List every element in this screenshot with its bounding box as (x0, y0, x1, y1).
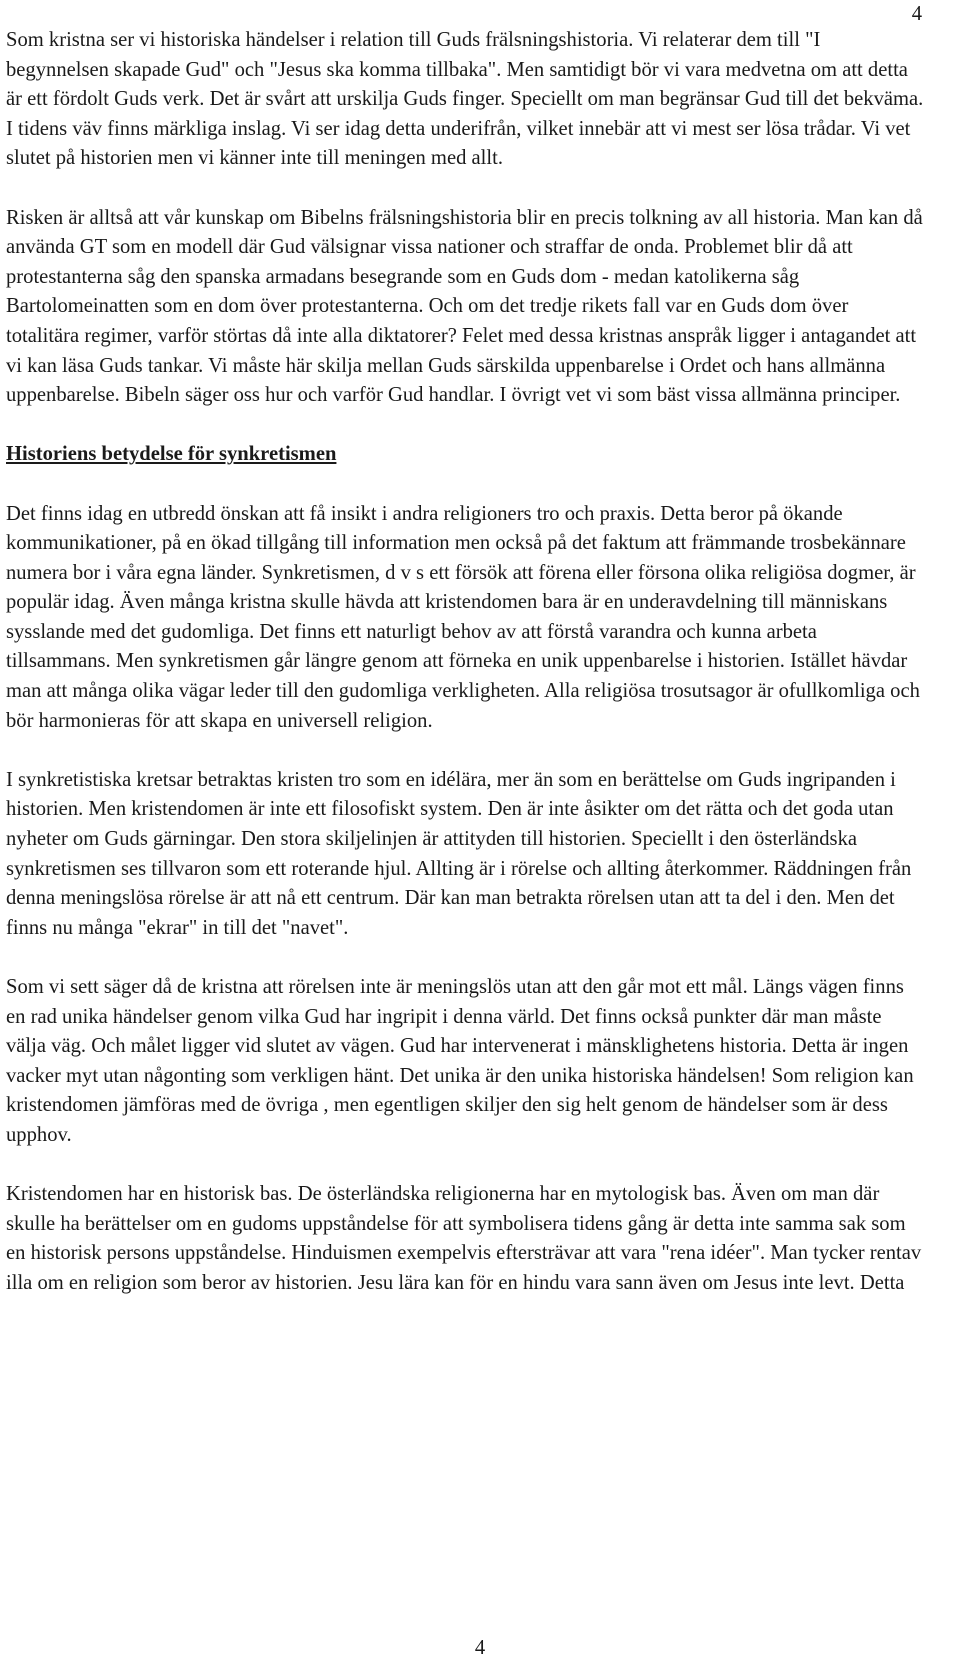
paragraph-2: Risken är alltså att vår kunskap om Bibelns frälsningshistoria blir en precis tolkning av all historia. Man kan då använda GT som en modell där Gud välsignar vissa nationer och straffar de onda. Problemet blir då att protestanterna såg den spanska armadans besegrande som en Guds dom - medan katolikerna såg Bartolomeinatten som en dom över protestanterna. Och om det tredje rikets fall var en Guds dom över totalitära regimer, varför störtas då inte alla diktatorer? Felet med dessa kristnas anspråk ligger i antagandet att vi kan läsa Guds tankar. Vi måste här skilja mellan Guds särskilda uppenbarelse i Ordet och hans allmänna uppenbarelse. Bibeln säger oss hur och varför Gud handlar. I övrigt vet vi som bäst vissa allmänna principer. (6, 206, 923, 407)
paragraph-5: Som vi sett säger då de kristna att rörelsen inte är meningslös utan att den går mot ett mål. Längs vägen finns en rad unika händelser genom vilka Gud har ingripit i denna värld. Det finns också punkter där man måste välja väg. Och målet ligger vid slutet av vägen. Gud har intervenerat i mänsklighetens historia. Detta är ingen vacker myt utan någonting som verkligen hänt. Det unika är den unika historiska händelsen! Som religion kan kristendomen jämföras med de övriga , men egentligen skiljer den sig helt genom de händelser som är dess upphov. (6, 976, 914, 1146)
paragraph-4: I synkretistiska kretsar betraktas kristen tro som en idélära, mer än som en berättelse om Guds ingripanden i historien. Men kristendomen är inte ett filosofiskt system. Den är inte åsikter om det rätta och det goda utan nyheter om Guds gärningar. Den stora skiljelinjen är attityden till historien. Speciellt i den österländska synkretismen ses tillvaron som ett roterande hjul. Allting är i rörelse och allting återkommer. Räddningen från denna meningslösa rörelse är att nå ett centrum. Där kan man betrakta rörelsen utan att ta del i den. Men det finns nu många "ekrar" in till det "navet". (6, 768, 912, 939)
page-number-bottom: 4 (474, 1637, 486, 1659)
paragraph-3: Det finns idag en utbredd önskan att få insikt i andra religioners tro och praxis. Detta beror på ökande kommunikationer, på en ökad tillgång till information men också på det faktum att främmande trosbekännare numera bor i våra egna länder. Synkretismen, d v s ett försök att förena eller försona olika religiösa dogmer, är populär idag. Även många kristna skulle hävda att kristendomen bara är en underavdelning till människans sysslande med det gudomliga. Det finns ett naturligt behov av att förstå varandra och kunna arbeta tillsammans. Men synkretismen går längre genom att förneka en unik uppenbarelse i historien. Istället hävdar man att många olika vägar leder till den gudomliga verkligheten. Alla religiösa trosutsagor är ofullkomliga och bör harmonieras för att skapa en universell religion. (6, 502, 920, 732)
paragraph-1: Som kristna ser vi historiska händelser i relation till Guds frälsningshistoria. Vi relaterar dem till "I begynnelsen skapade Gud" och "Jesus ska komma tillbaka". Men samtidigt bör vi vara medvetna om att detta är ett fördolt Guds verk. Det är svårt att urskilja Guds finger. Speciellt om man begränsar Gud till det bekväma. I tidens väv finns märkliga inslag. Vi ser idag detta underifrån, vilket innebär att vi mest ser lösa trådar. Vi vet slutet på historien men vi känner inte till meningen med allt. (6, 29, 924, 170)
paragraph-6: Kristendomen har en historisk bas. De österländska religionerna har en mytologisk bas. Även om man där skulle ha berättelser om en gudoms uppståndelse för att symbolisera tidens gång är detta inte samma sak som en historisk persons uppståndelse. Hinduismen exempelvis eftersträvar att vara "rena idéer". Man tycker rentav illa om en religion som beror av historien. Jesu lära kan för en hindu vara sann även om Jesus inte levt. Detta (6, 1183, 922, 1294)
section-heading: Historiens betydelse för synkretismen (6, 443, 337, 466)
page-number-top: 4 (911, 3, 922, 25)
